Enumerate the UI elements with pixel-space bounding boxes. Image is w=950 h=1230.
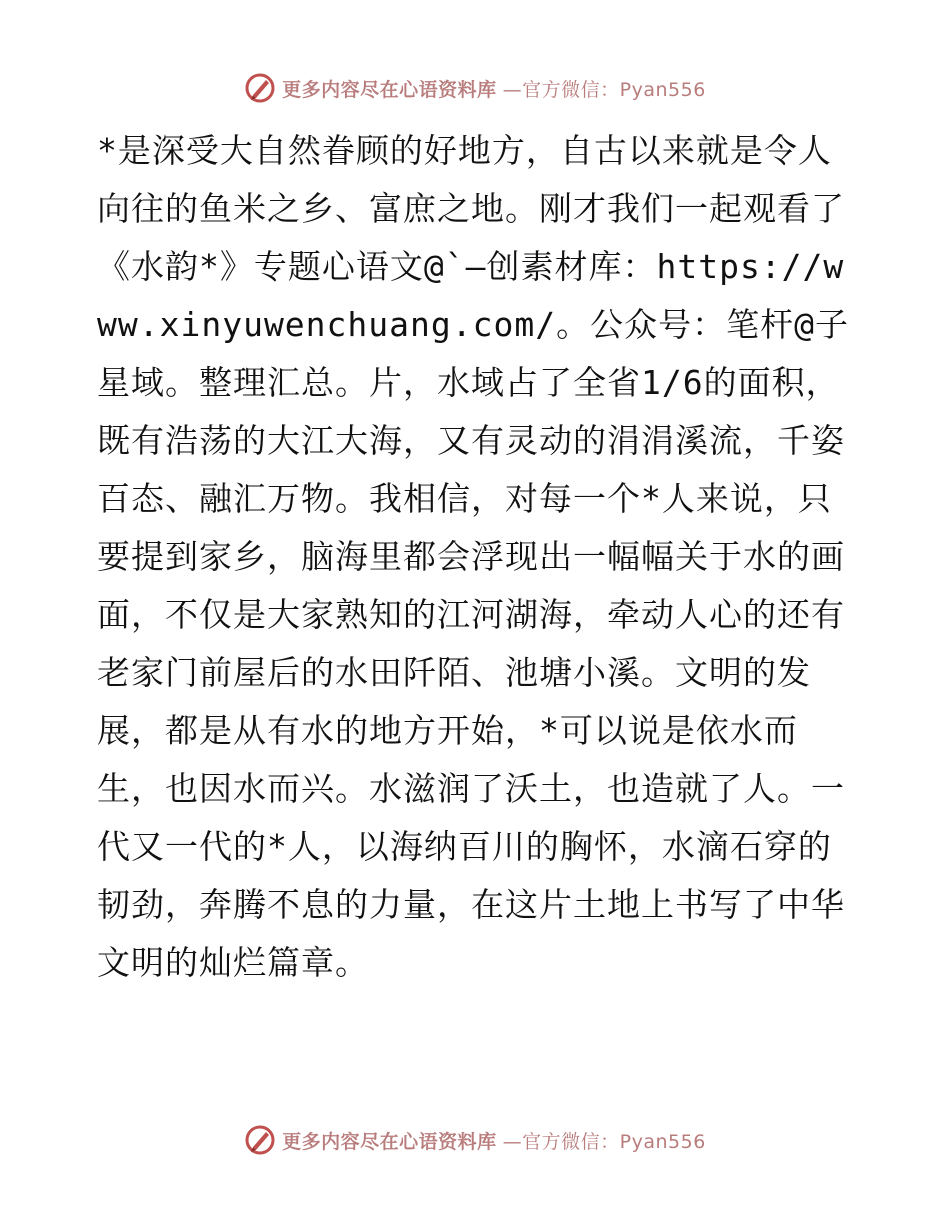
footer-banner-text: 更多内容尽在心语资料库 bbox=[282, 1130, 497, 1153]
footer-banner-wechat: —官方微信：Pyan556 bbox=[502, 1130, 706, 1153]
pen-logo-icon bbox=[244, 1124, 276, 1156]
footer-banner bbox=[0, 1124, 950, 1156]
body-paragraph: *是深受大自然眷顾的好地方，自古以来就是令人向往的鱼米之乡、富庶之地。刚才我们一起观看了《水韵*》专题心语文@`—创素材库：https://www.xinyuwenchuang.com/。公众号：笔杆@子星域。整理汇总。片，水域占了全省1/6的面积，既有浩荡的大江大海，又有灵动的涓涓溪流，千姿百态、融汇万物。我相信，对每一个*人来说，只要提到家乡，脑海里都会浮现出一幅幅关于水的画面，不仅是大家熟知的江河湖海，牵动人心的还有老家门前屋后的水田阡陌、池塘小溪。文明的发展，都是从有水的地方开始，*可以说是依水而生，也因水而兴。水滋润了沃土，也造就了人。一代又一代的*人，以海纳百川的胸怀，水滴石穿的韧劲，奔腾不息的力量，在这片土地上书写了中华文明的灿烂篇章。 bbox=[97, 131, 849, 982]
pen-logo-icon bbox=[244, 72, 276, 104]
header-banner bbox=[0, 72, 950, 104]
header-banner-wechat: —官方微信：Pyan556 bbox=[502, 78, 706, 101]
header-banner-text: 更多内容尽在心语资料库 bbox=[282, 78, 497, 101]
